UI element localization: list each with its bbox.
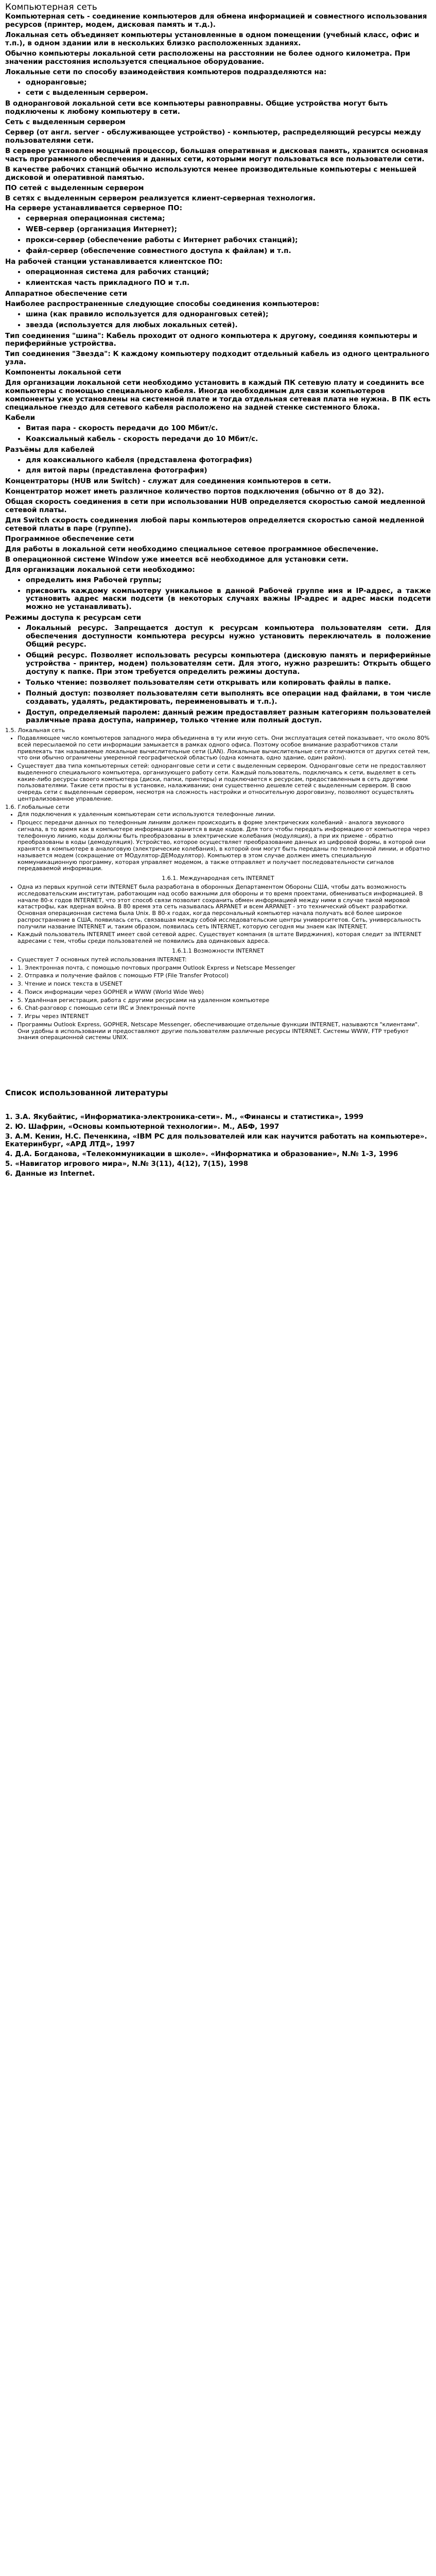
document-page bbox=[0, 0, 436, 1190]
paragraph: В операционной системе Window уже имеется всё необходимое для установки сети. bbox=[5, 555, 349, 564]
reference-item: 1. З.А. Якубайтис, «Информатика-электроника-сети». М., «Финансы и статистика», 1999 bbox=[5, 1112, 363, 1121]
paragraph: Для работы в локальной сети необходимо специальное сетевое программное обеспечение. bbox=[5, 545, 379, 553]
list-item: • 2. Отправка и получение файлов с помощью FTP (File Transfer Protocol) bbox=[18, 973, 431, 979]
list-item: • Существует 7 основных путей использования INTERNET: bbox=[18, 957, 431, 963]
workstation-software-list bbox=[5, 268, 431, 287]
paragraph: Концентраторы (HUB или Switch) - служат для соединения компьютеров в сети. bbox=[5, 477, 332, 486]
reference-item: 5. «Навигатор игрового мира», N.№ 3(11), 4(12), 7(15), 1998 bbox=[5, 1160, 249, 1168]
reference-item: 2. Ю. Шафрин, «Основы компьютерной технологии». М., АБФ, 1997 bbox=[5, 1122, 280, 1131]
internet-list bbox=[5, 884, 431, 945]
list-item: • шина (как правило используется для одноранговых сетей); bbox=[26, 311, 431, 319]
cables-list bbox=[5, 425, 431, 444]
paragraph: Компьютерная сеть - соединение компьютеров для обмена информацией и совместного использования ресурсов (принтер, модем, дисковая память и т.д.). bbox=[5, 12, 427, 29]
list-item: • Для подключения к удаленным компьютерам сети используются телефонные линии. bbox=[18, 811, 431, 818]
global-network-section bbox=[5, 804, 431, 811]
paragraph: Обычно компьютеры локальной сети расположены на расстоянии не более одного километра. При значении расстояния используется специальное оборудование. bbox=[5, 49, 410, 66]
section-heading: ПО сетей с выделенным сервером bbox=[5, 183, 144, 192]
local-network-list bbox=[5, 735, 431, 803]
list-item: • 5. Удалённая регистрация, работа с другими ресурсами на удаленном компьютере bbox=[18, 997, 431, 1004]
connectors-list bbox=[5, 456, 431, 476]
reference-item: 4. Д.А. Богданова, «Телекоммуникации в школе». «Информатика и образование», N.№ 1-3, 1996 bbox=[5, 1150, 398, 1159]
list-item: • клиентская часть прикладного ПО и т.п. bbox=[26, 279, 431, 287]
paragraph: Локальные сети по способу взаимодействия компьютеров подразделяются на: bbox=[5, 67, 327, 76]
paragraph: Локальная сеть объединяет компьютеры установленные в одном помещении (учебный класс, офис и т.п.), в одном здании или в нескольких близко расположенных зданиях. bbox=[5, 30, 420, 47]
list-item: • прокси-сервер (обеспечение работы с Интернет рабочих станций); bbox=[26, 236, 431, 245]
list-item: • операционная система для рабочих станций; bbox=[26, 268, 431, 277]
paragraph: Для организации локальной сети необходимо: bbox=[5, 565, 195, 574]
list-item: • WEB-сервер (организация Интернет); bbox=[26, 226, 431, 234]
section-heading: Сеть с выделенным сервером bbox=[5, 118, 126, 127]
section-heading: 1.6.1. Международная сеть INTERNET bbox=[162, 875, 274, 882]
list-item: • для коаксиального кабеля (представлена фотография) bbox=[26, 456, 431, 465]
list-item: • Подавляющее число компьютеров западного мира объединена в ту или иную сеть. Они эксплуатация сетей показывает, что около 80% всей пересылаемой по сети информации замыкается в рамках одного офиса. Поэтому особое внимание разработчиков стали привлекать так называемые локальные вычислительные сети (LAN). Локальные вычислительные сети отличаются от других сетей тем, что они обычно ограничены умеренной географической областью (одна комната, одно здание, один район). bbox=[18, 735, 431, 761]
paragraph: В сервере установлен мощный процессор, большая оперативная и дисковая память, хранится основная часть программного обеспечения и данных сети, которыми могут пользоваться все пользователи сети. bbox=[5, 146, 428, 163]
section-heading: Разъёмы для кабелей bbox=[5, 445, 95, 454]
access-modes-list bbox=[5, 624, 431, 725]
network-types-list bbox=[5, 79, 431, 98]
references-list bbox=[5, 1113, 431, 1178]
list-item: • 6. Chat-разговор с помощью сети IRC и Электронный почте bbox=[18, 1005, 431, 1012]
list-item: • 1. Электронная почта, с помощью почтовых программ Outlook Express и Netscape Messenger bbox=[18, 965, 431, 972]
list-item: • Доступ, определяемый паролем: данный режим предоставляет разным категориям пользователей различные права доступа, например, только чтение или полный доступ. bbox=[26, 709, 431, 725]
local-network-section bbox=[5, 727, 431, 734]
list-item: • Локальный ресурс. Запрещается доступ к ресурсам компьютера пользователям сети. Для обеспечения доступности компьютера ресурсы нужно установить переключатель в положение Общий ресурс. bbox=[26, 624, 431, 649]
list-item: • звезда (используется для любых локальных сетей). bbox=[26, 321, 431, 330]
section-heading: Аппаратное обеспечение сети bbox=[5, 289, 128, 298]
list-item: • Витая пара - скорость передачи до 100 Мбит/с. bbox=[26, 425, 431, 433]
paragraph: На рабочей станции устанавливается клиентское ПО: bbox=[5, 258, 223, 266]
paragraph: Тип соединения "шина": Кабель проходит от одного компьютера к другому, соединяя компьютеры и периферийные устройства. bbox=[5, 331, 417, 348]
global-network-list bbox=[5, 811, 431, 872]
reference-item: 3. А.М. Кенин, Н.С. Печенкина, «IBM PC для пользователей или как научится работать на компьютере». Екатеринбург, «АРД ЛТД», 1997 bbox=[5, 1132, 427, 1149]
list-item: • Существует два типа компьютерных сетей: одноранговые сети и сети с выделенным сервером. Одноранговые сети не предоставляют выделенного специального компьютера, организующего работу сети. Каждый пользователь, подключаясь к сети, выделяет в сеть какие-либо ресурсы своего компьютера (диски, папки, принтеры) и подключается к ресурсам, предоставленным в сеть другими пользователями. Такие сети просты в установке, налаживании; они существенно дешевле сетей с выделенным сервером. В свою очередь сети с выделенным сервером, несмотря на сложность настройки и относительную дороговизну, позволяют осуществлять централизованное управление. bbox=[18, 763, 431, 803]
list-item: • одноранговые; bbox=[26, 79, 431, 87]
paragraph: На сервере устанавливается серверное ПО: bbox=[5, 204, 183, 213]
list-item: • Только чтение: позволяет пользователям сети открывать или копировать файлы в папке. bbox=[26, 679, 431, 687]
paragraph: Концентратор может иметь различное количество портов подключения (обычно от 8 до 32). bbox=[5, 487, 384, 496]
list-item: • Каждый пользователь INTERNET имеет свой сетевой адрес. Существует компания (в штате Вирджиния), которая следит за INTERNET адресами с тем, чтобы среди пользователей не появились два одинаковых адреса. bbox=[18, 931, 431, 945]
paragraph: Сервер (от англ. server - обслуживающее устройство) - компьютер, распределяющий ресурсы между пользователями сети. bbox=[5, 128, 421, 145]
internet-uses-list bbox=[5, 957, 431, 1041]
references-title: Список использованной литературы bbox=[5, 1088, 168, 1098]
list-item: • Одна из первых крупной сети INTERNET была разработана в оборонных Департаментом Обороны США, чтобы дать возможность исследовательским институтам, работающим над особо важными для обороны и то время проектами, обмениваться информацией. В начале 80-х годов INTERNET, что этот способ связи позволит сохранить обмен информацией между ними в случае такой мировой катастрофы, как ядерная война. В 80 время эта сеть называлась ARPANET и всем ARPANET - это технический объект разработки. Основная операционная система была Unix. В 80-х годах, когда персональный компьютер начала получать всё более широкое распространение в США, появилась сеть, связавшая между собой исследовательские центры университетов. Сеть, универсальность получили название INTERNET и, таким образом, появилась сеть INTERNET, которую сегодня мы знаем как INTERNET. bbox=[18, 884, 431, 930]
paragraph: В сетях с выделенным сервером реализуется клиент-серверная технология. bbox=[5, 194, 316, 202]
reference-item: 6. Данные из Internet. bbox=[5, 1170, 95, 1178]
list-item: • Общий ресурс. Позволяет использовать ресурсы компьютера (дисковую память и периферийные устройства - принтер, модем) пользователям сети. Для этого, нужно разрешить: Открыть общего доступу к папке. При этом требуется определить режимы доступа. bbox=[26, 652, 431, 676]
list-item: • файл-сервер (обеспечение совместного доступа к файлам) и т.п. bbox=[26, 247, 431, 256]
paragraph: В одноранговой локальной сети все компьютеры равноправны. Общие устройства могут быть подключены к любому компьютеру в сети. bbox=[5, 99, 388, 116]
list-item: • определить имя Рабочей группы; bbox=[26, 577, 431, 585]
list-item: • Коаксиальный кабель - скорость передачи до 10 Мбит/с. bbox=[26, 435, 431, 444]
setup-list bbox=[5, 577, 431, 612]
list-item: • Полный доступ: позволяет пользователям сети выполнять все операции над файлами, в том числе создавать, удалять, редактировать, переименовывать и т.п.). bbox=[26, 690, 431, 706]
paragraph: Наиболее распространенные следующие способы соединения компьютеров: bbox=[5, 299, 320, 308]
list-item: • Процесс передачи данных по телефонным линиям должен происходить в форме электрических колебаний - аналога звукового сигнала, в то время как в компьютере информация хранится в виде кодов. Для того чтобы передать информацию от компьютера через телефонную линию, коды должны быть преобразованы в электрические колебания (модуляция), а при их приеме - обратно преобразованы в коды (демодуляция). Устройство, которое осуществляет преобразование данных из цифровой формы, в которой они хранятся в компьютере в аналоговую (электрические колебания), в которой они могут быть переданы по телефонной линии, и обратно называется модем (сокращение от МОдулятор-ДЕМодулятор). Компьютер в этом случае должен иметь специальную коммуникационную программу, которая управляет модемом, а также отправляет и получает последовательности сигналов передаваемой информации. bbox=[18, 820, 431, 872]
topology-list bbox=[5, 311, 431, 330]
list-item: • присвоить каждому компьютеру уникальное в данной Рабочей группе имя и IP-адрес, а также установить адрес маски подсети (в некоторых случаях важны IP-адрес и адрес маски подсети можно не устанавливать). bbox=[26, 587, 431, 612]
list-item: • для витой пары (представлена фотография) bbox=[26, 467, 431, 475]
paragraph: Тип соединения "Звезда": К каждому компьютеру подходит отдельный кабель из одного центрального узла. bbox=[5, 350, 430, 367]
paragraph: Общая скорость соединения в сети при использовании HUB определяется скоростью самой медленной сетевой платы. bbox=[5, 498, 426, 515]
list-item: • Программы Outlook Express, GOPHER, Netscape Messenger, обеспечивающие отдельные функции INTERNET, называются "клиентами". Они удобны в использовании и предоставляют другие пользователям различные ресурсы INTERNET. Системы WWW, FTP требуют знания операционной системы UNIX. bbox=[18, 1022, 431, 1041]
section-heading: Компоненты локальной сети bbox=[5, 368, 121, 377]
section-heading: 1.6. Глобальные сети bbox=[5, 803, 69, 810]
list-item: • 3. Чтение и поиск текста в USENET bbox=[18, 981, 431, 988]
server-software-list bbox=[5, 215, 431, 256]
section-heading: Режимы доступа к ресурсам сети bbox=[5, 614, 142, 622]
list-item: • сети с выделенным сервером. bbox=[26, 89, 431, 97]
list-item: • серверная операционная система; bbox=[26, 215, 431, 223]
paragraph: Для Switch скорость соединения любой пары компьютеров определяется скоростью самой медленной сетевой платы в паре (группе). bbox=[5, 516, 425, 533]
list-item: • 4. Поиск информации через GOPHER и WWW (World Wide Web) bbox=[18, 989, 431, 996]
section-heading: Программное обеспечение сети bbox=[5, 534, 134, 543]
section-heading: 1.5. Локальная сеть bbox=[5, 727, 65, 734]
paragraph: Для организации локальной сети необходимо установить в каждый ПК сетевую плату и соединить все компьютеры с помощью специального кабеля. Иногда необходимым для связи компьютеров компоненты уже установлены на системной плате и тогда отдельная сетевая плата не нужна. В ПК есть специальное гнездо для сетевого кабеля расположено на задней стенке системного блока. bbox=[5, 379, 431, 412]
list-item: • 7. Игры через INTERNET bbox=[18, 1013, 431, 1020]
section-heading: Кабели bbox=[5, 413, 36, 422]
paragraph: В качестве рабочих станций обычно используются менее производительные компьютеры с меньшей дисковой и оперативной памятью. bbox=[5, 165, 417, 182]
section-heading: 1.6.1.1 Возможности INTERNET bbox=[172, 947, 264, 954]
page-title: Компьютерная сеть bbox=[5, 2, 97, 12]
